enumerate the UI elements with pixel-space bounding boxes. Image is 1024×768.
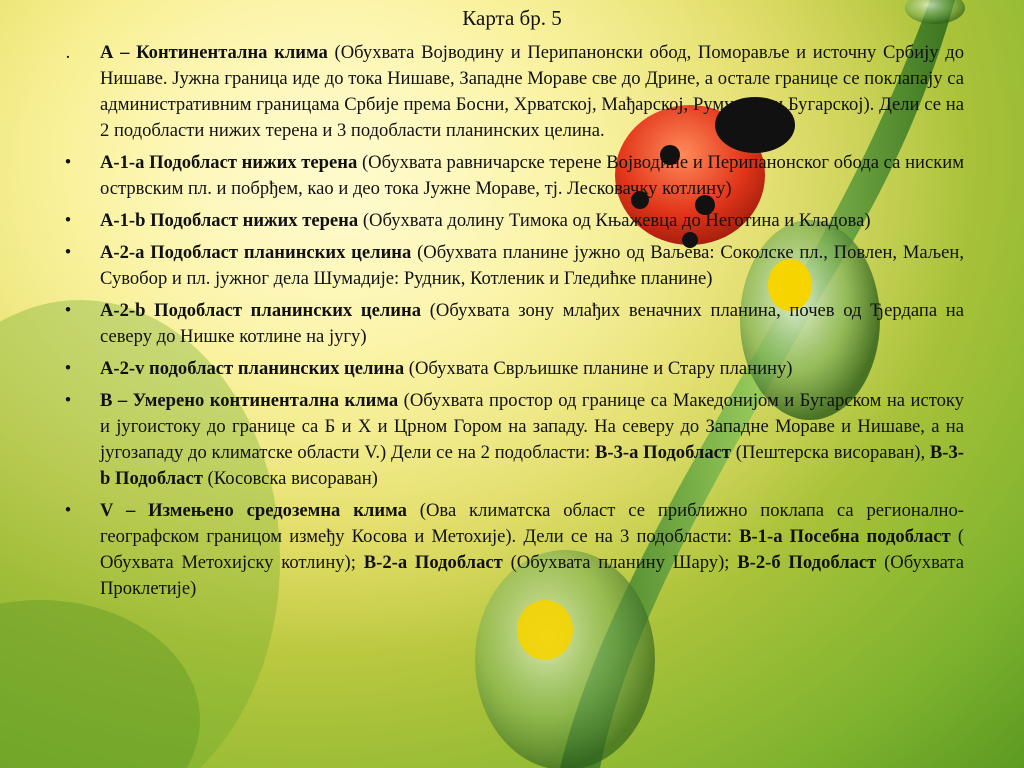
item-text: (Обухвата Проклетије) [100, 552, 964, 599]
list-item [58, 356, 964, 382]
item-text: (Обухвата планину Шару); [502, 552, 738, 573]
item-heading: А-1-а Подобласт нижих терена [100, 152, 358, 173]
item-heading: В – Умерено континентална клима [100, 390, 399, 411]
item-subregion: В-3-b Подобласт [100, 442, 964, 489]
item-heading: V – Измењено средоземна клима [100, 500, 407, 521]
item-text: (Обухвата планине јужно од Ваљева: Соколске пл., Повлен, Маљен, Сувобор и пл. јужног дела Шумадије: Рудник, Котленик и Гледићке планине) [100, 242, 964, 289]
bullet-marker: • [64, 300, 72, 321]
item-text: ( Обухвата Метохијску котлину); [100, 526, 965, 573]
list-item [58, 498, 964, 602]
item-text: (Пештерска висораван), [731, 442, 930, 463]
item-heading: А-1-b Подобласт нижих терена [100, 210, 359, 231]
list-item [58, 298, 964, 350]
bullet-marker: • [64, 500, 72, 521]
item-subregion: В-3-а Подобласт [595, 442, 732, 463]
list-item [58, 40, 964, 144]
item-subregion: В-2-б Подобласт [737, 552, 877, 573]
item-heading: А – Континентална клима [100, 42, 328, 63]
bullet-marker: • [64, 242, 72, 263]
list-item [58, 240, 964, 292]
slide-title: Карта бр. 5 [462, 6, 562, 30]
list-item [58, 388, 964, 492]
bullet-marker: . [65, 42, 71, 63]
bullet-marker: • [64, 390, 72, 411]
item-heading: А-2-b Подобласт планинских целина [100, 300, 422, 321]
item-text: (Обухвата Сврљишке планине и Стару планину) [404, 358, 793, 379]
item-text: (Обухвата равничарске терене Војводине и Перипанонског обода са ниским острвским пл. и побрђем, као и део тока Јужне Мораве, тј. Лесковачку котлину) [100, 152, 964, 199]
item-text: (Обухвата Војводину и Перипанонски обод, Поморавље и источну Србију до Нишаве. Јужна граница иде до тока Нишаве, Западне Мораве све до Дрине, а остале границе се поклапају са административним границама Србије према Босни, Хрватској, Мађарској, Румунији и Бугарској). Дели се на 2 подобласти нижих терена и 3 подобласти планинских целина. [100, 42, 964, 141]
list-item [58, 208, 964, 234]
bullet-marker: • [64, 152, 72, 173]
item-text: (Ова климатска област се приближно поклапа са регионално-географском границом између Косова и Метохије). Дели се на 3 подобласти: [100, 500, 964, 547]
list-item [58, 150, 964, 202]
item-subregion: В-2-а Подобласт [363, 552, 503, 573]
item-text: (Косовска висораван) [202, 468, 378, 489]
item-subregion: В-1-а Посебна подобласт [739, 526, 951, 547]
item-heading: А-2-v подобласт планинских целина [100, 358, 405, 379]
item-heading: А-2-а Подобласт планинских целина [100, 242, 412, 263]
item-text: (Обухвата долину Тимока од Књажевца до Неготина и Кладова) [358, 210, 871, 231]
bullet-list [58, 40, 964, 608]
bullet-marker: • [64, 358, 72, 379]
item-text: (Обухвата простор од границе са Македонијом и Бугарском на истоку и југоистоку до границе са Б и Х и Црном Гором на западу. На северу до Западне Мораве и Нишаве, а на југозападу до климатске области V.) Дели се на 2 подобласти: [100, 390, 964, 463]
bullet-marker: • [64, 210, 72, 231]
item-text: (Обухвата зону млађих веначних планина, почев од Ђердапа на северу до Нишке котлине на југу) [100, 300, 964, 347]
